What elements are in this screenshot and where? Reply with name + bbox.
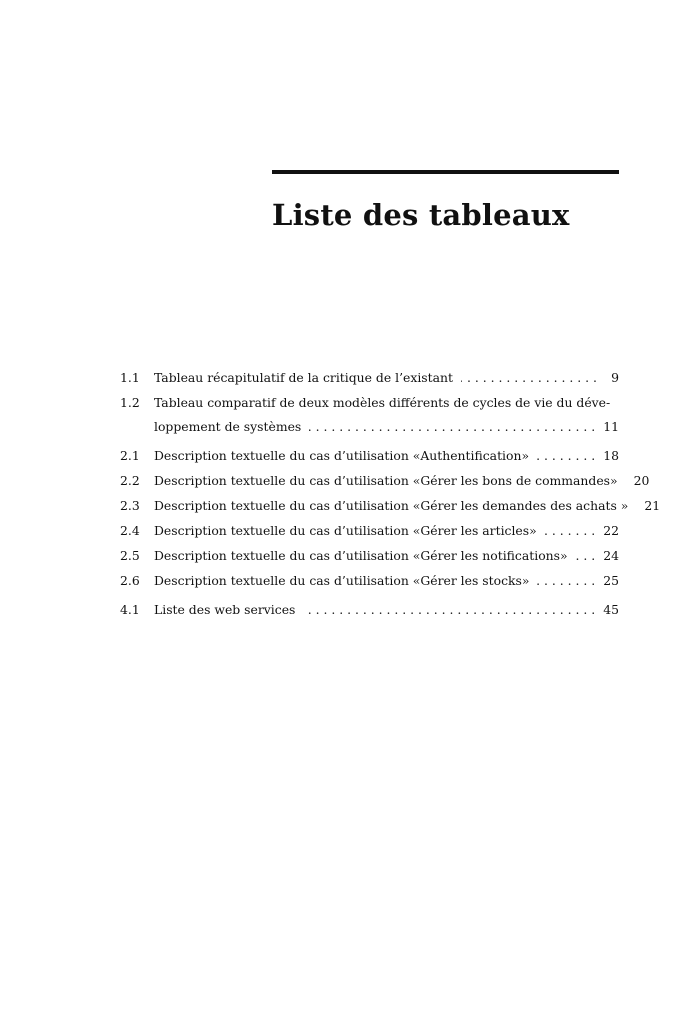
entry-title: Description textuelle du cas d’utilisation «Authentification»: [154, 448, 530, 463]
entry-page-number: 20: [633, 473, 650, 488]
entry-title-line-2: loppement de systèmes: [154, 419, 302, 434]
entry-title: Description textuelle du cas d’utilisation «Gérer les articles»: [154, 523, 537, 538]
toc-entry[interactable]: [120, 602, 619, 617]
toc-entry[interactable]: [120, 473, 650, 488]
entry-number: 1.1: [120, 370, 140, 385]
entry-number: 2.6: [120, 573, 140, 588]
entry-page-number: 25: [603, 573, 619, 588]
entry-number: 2.1: [120, 448, 140, 463]
dot-leader: [461, 370, 597, 385]
dot-leader: [309, 419, 595, 434]
page-title: Liste des tableaux: [272, 198, 570, 232]
toc-group-chapter-2: [120, 448, 661, 588]
entry-title: Description textuelle du cas d’utilisation «Gérer les notifications»: [154, 548, 568, 563]
entry-title: Liste des web services: [154, 602, 296, 617]
entry-page-number: 24: [603, 548, 619, 563]
entry-title: Description textuelle du cas d’utilisation «Gérer les demandes des achats »: [154, 498, 629, 513]
toc-group-chapter-4: [120, 602, 619, 617]
dot-leader: [545, 523, 596, 538]
entry-number: 2.4: [120, 523, 140, 538]
entry-number: 2.5: [120, 548, 140, 563]
entry-number: 2.2: [120, 473, 140, 488]
table-list: [120, 370, 661, 631]
toc-entry[interactable]: [120, 498, 661, 513]
entry-page-number: 9: [611, 370, 619, 385]
entry-number: 1.2: [120, 395, 140, 410]
entry-title: Description textuelle du cas d’utilisation «Gérer les stocks»: [154, 573, 530, 588]
entry-page-number: 11: [603, 419, 619, 434]
entry-page-number: 21: [644, 498, 661, 513]
toc-entry[interactable]: [120, 448, 619, 463]
dot-leader: [576, 548, 596, 563]
entry-title: Tableau récapitulatif de la critique de l’existant: [154, 370, 453, 385]
entry-title: Description textuelle du cas d’utilisation «Gérer les bons de commandes»: [154, 473, 618, 488]
entry-page-number: 18: [603, 448, 619, 463]
dot-leader: [303, 602, 595, 617]
dot-leader: [537, 448, 595, 463]
entry-page-number: 22: [603, 523, 619, 538]
dot-leader: [537, 573, 595, 588]
entry-number: 2.3: [120, 498, 140, 513]
toc-entry[interactable]: [120, 523, 619, 538]
entry-title-line-1: Tableau comparatif de deux modèles différents de cycles de vie du déve-: [154, 395, 611, 410]
toc-group-chapter-1: [120, 370, 619, 434]
toc-entry[interactable]: [120, 370, 619, 385]
entry-number: 4.1: [120, 602, 140, 617]
toc-entry[interactable]: [120, 395, 619, 434]
toc-entry[interactable]: [120, 548, 619, 563]
title-rule: [272, 170, 619, 174]
entry-page-number: 45: [603, 602, 619, 617]
toc-entry[interactable]: [120, 573, 619, 588]
